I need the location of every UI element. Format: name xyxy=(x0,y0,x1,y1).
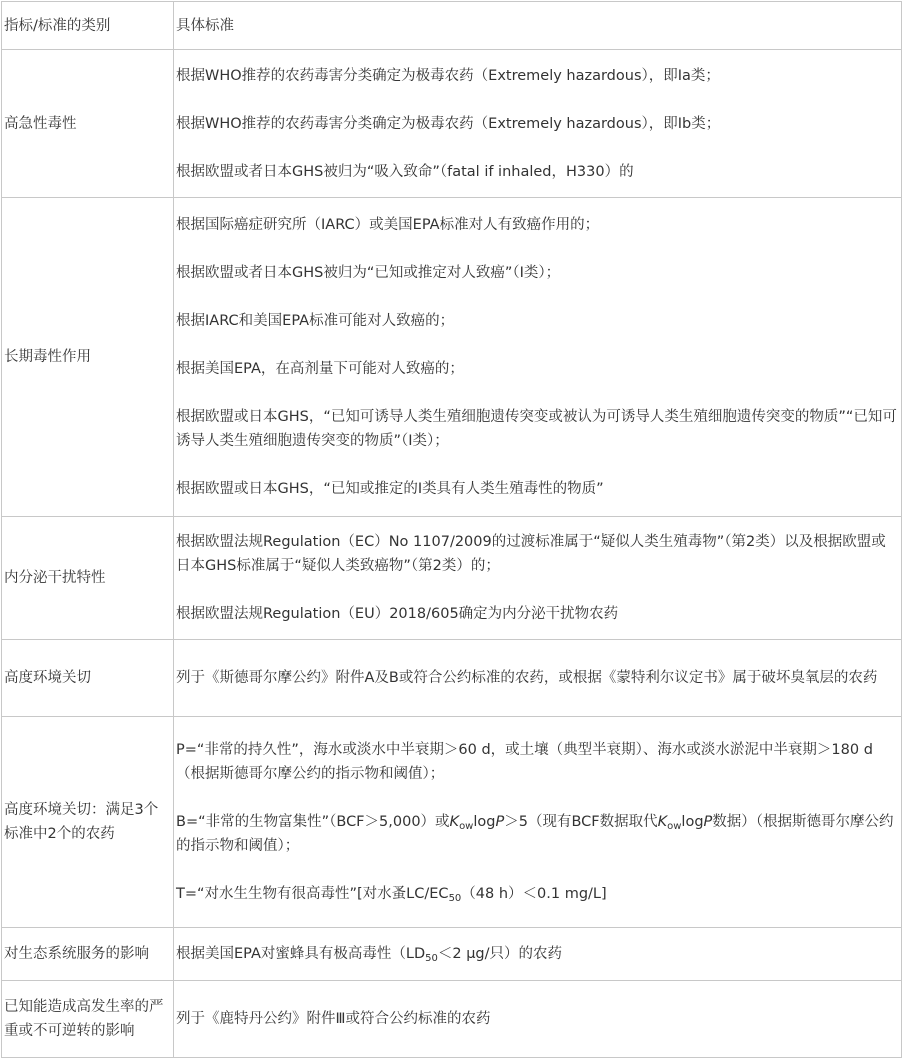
row-criteria xyxy=(174,198,902,517)
criterion-item: 根据欧盟法规Regulation（EC）No 1107/2009的过渡标准属于“疑似人类生殖毒物”（第2类）以及根据欧盟或日本GHS标准属于“疑似人类致癌物”（第2类）的； xyxy=(176,534,886,574)
table-row xyxy=(2,198,902,517)
row-criteria xyxy=(174,717,902,928)
table-row xyxy=(2,717,902,928)
criterion-item: 根据国际癌症研究所（IARC）或美国EPA标准对人有致癌作用的； xyxy=(176,217,600,233)
criterion-item: 列于《鹿特丹公约》附件Ⅲ或符合公约标准的农药 xyxy=(176,1011,491,1027)
row-criteria xyxy=(174,50,902,198)
criterion-t-toxicity: T=“对水生生物有很高毒性”[对水蚤$LC/EC_{50}(48$ h）＜0.1 mg/L] xyxy=(176,886,607,904)
row-category: 对生态系统服务的影响 xyxy=(2,928,174,981)
criterion-item: 列于《斯德哥尔摩公约》附件A及B或符合公约标准的农药，或根据《蒙特利尔议定书》属于破坏臭氧层的农药 xyxy=(176,670,878,686)
criterion-item: 根据欧盟或日本GHS，“已知可诱导人类生殖细胞遗传突变或被认为可诱导人类生殖细胞遗传突变的物质”“已知可诱导人类生殖细胞遗传突变的物质”（I类）； xyxy=(176,409,897,449)
criterion-item: 根据IARC和美国EPA标准可能对人致癌的； xyxy=(176,313,455,329)
table-row xyxy=(2,50,902,198)
criterion-item: 根据美国EPA，在高剂量下可能对人致癌的； xyxy=(176,361,464,377)
criterion-item: 根据WHO推荐的农药毒害分类确定为极毒农药（Extremely hazardous），即Ia类； xyxy=(176,67,720,84)
table-header-row xyxy=(2,2,902,50)
hazardous-pesticide-criteria-table xyxy=(1,1,902,1058)
row-category: 高度环境关切：满足3个标准中2个的农药 xyxy=(2,717,174,928)
row-category: 已知能造成高发生率的严重或不可逆转的影响 xyxy=(2,981,174,1058)
criterion-item: 根据欧盟或者日本GHS被归为“吸入致命”（fatal if inhaled，H330）的 xyxy=(176,163,634,180)
table-row xyxy=(2,517,902,640)
criterion-b-bioaccumulation: B=“非常的生物富集性”（BCF＞5,000）或$K_{ow}\log P>5$（现有BCF数据取代$K_{ow}\log P$数据）（根据斯德哥尔摩公约的指示物和阈值）； xyxy=(176,814,894,854)
table-row xyxy=(2,928,902,981)
header-criteria: 具体标准 xyxy=(174,2,902,50)
criterion-item: 根据WHO推荐的农药毒害分类确定为极毒农药（Extremely hazardous），即Ib类； xyxy=(176,115,721,132)
row-category: 内分泌干扰特性 xyxy=(2,517,174,640)
criterion-item: 根据欧盟或日本GHS，“已知或推定的I类具有人类生殖毒性的物质” xyxy=(176,481,604,497)
criterion-bee-toxicity: 根据美国EPA对蜜蜂具有极高毒性（$LD_{50}<2$ μg/只）的农药 xyxy=(176,946,563,964)
row-criteria xyxy=(174,640,902,717)
table-row xyxy=(2,981,902,1058)
header-category: 指标/标准的类别 xyxy=(2,2,174,50)
row-criteria xyxy=(174,928,902,981)
row-category: 高度环境关切 xyxy=(2,640,174,717)
criterion-item: 根据欧盟或者日本GHS被归为“已知或推定对人致癌”（I类）； xyxy=(176,265,561,281)
row-category: 长期毒性作用 xyxy=(2,198,174,517)
row-category: 高急性毒性 xyxy=(2,50,174,198)
row-criteria xyxy=(174,981,902,1058)
row-criteria xyxy=(174,517,902,640)
criterion-item: 根据欧盟法规Regulation（EU）2018/605确定为内分泌干扰物农药 xyxy=(176,606,619,622)
table-row xyxy=(2,640,902,717)
criterion-p-persistence: P=“非常的持久性”，海水或淡水中半衰期＞60 d，或土壤（典型半衰期）、海水或淡水淤泥中半衰期＞180 d（根据斯德哥尔摩公约的指示物和阈值）； xyxy=(176,742,873,782)
